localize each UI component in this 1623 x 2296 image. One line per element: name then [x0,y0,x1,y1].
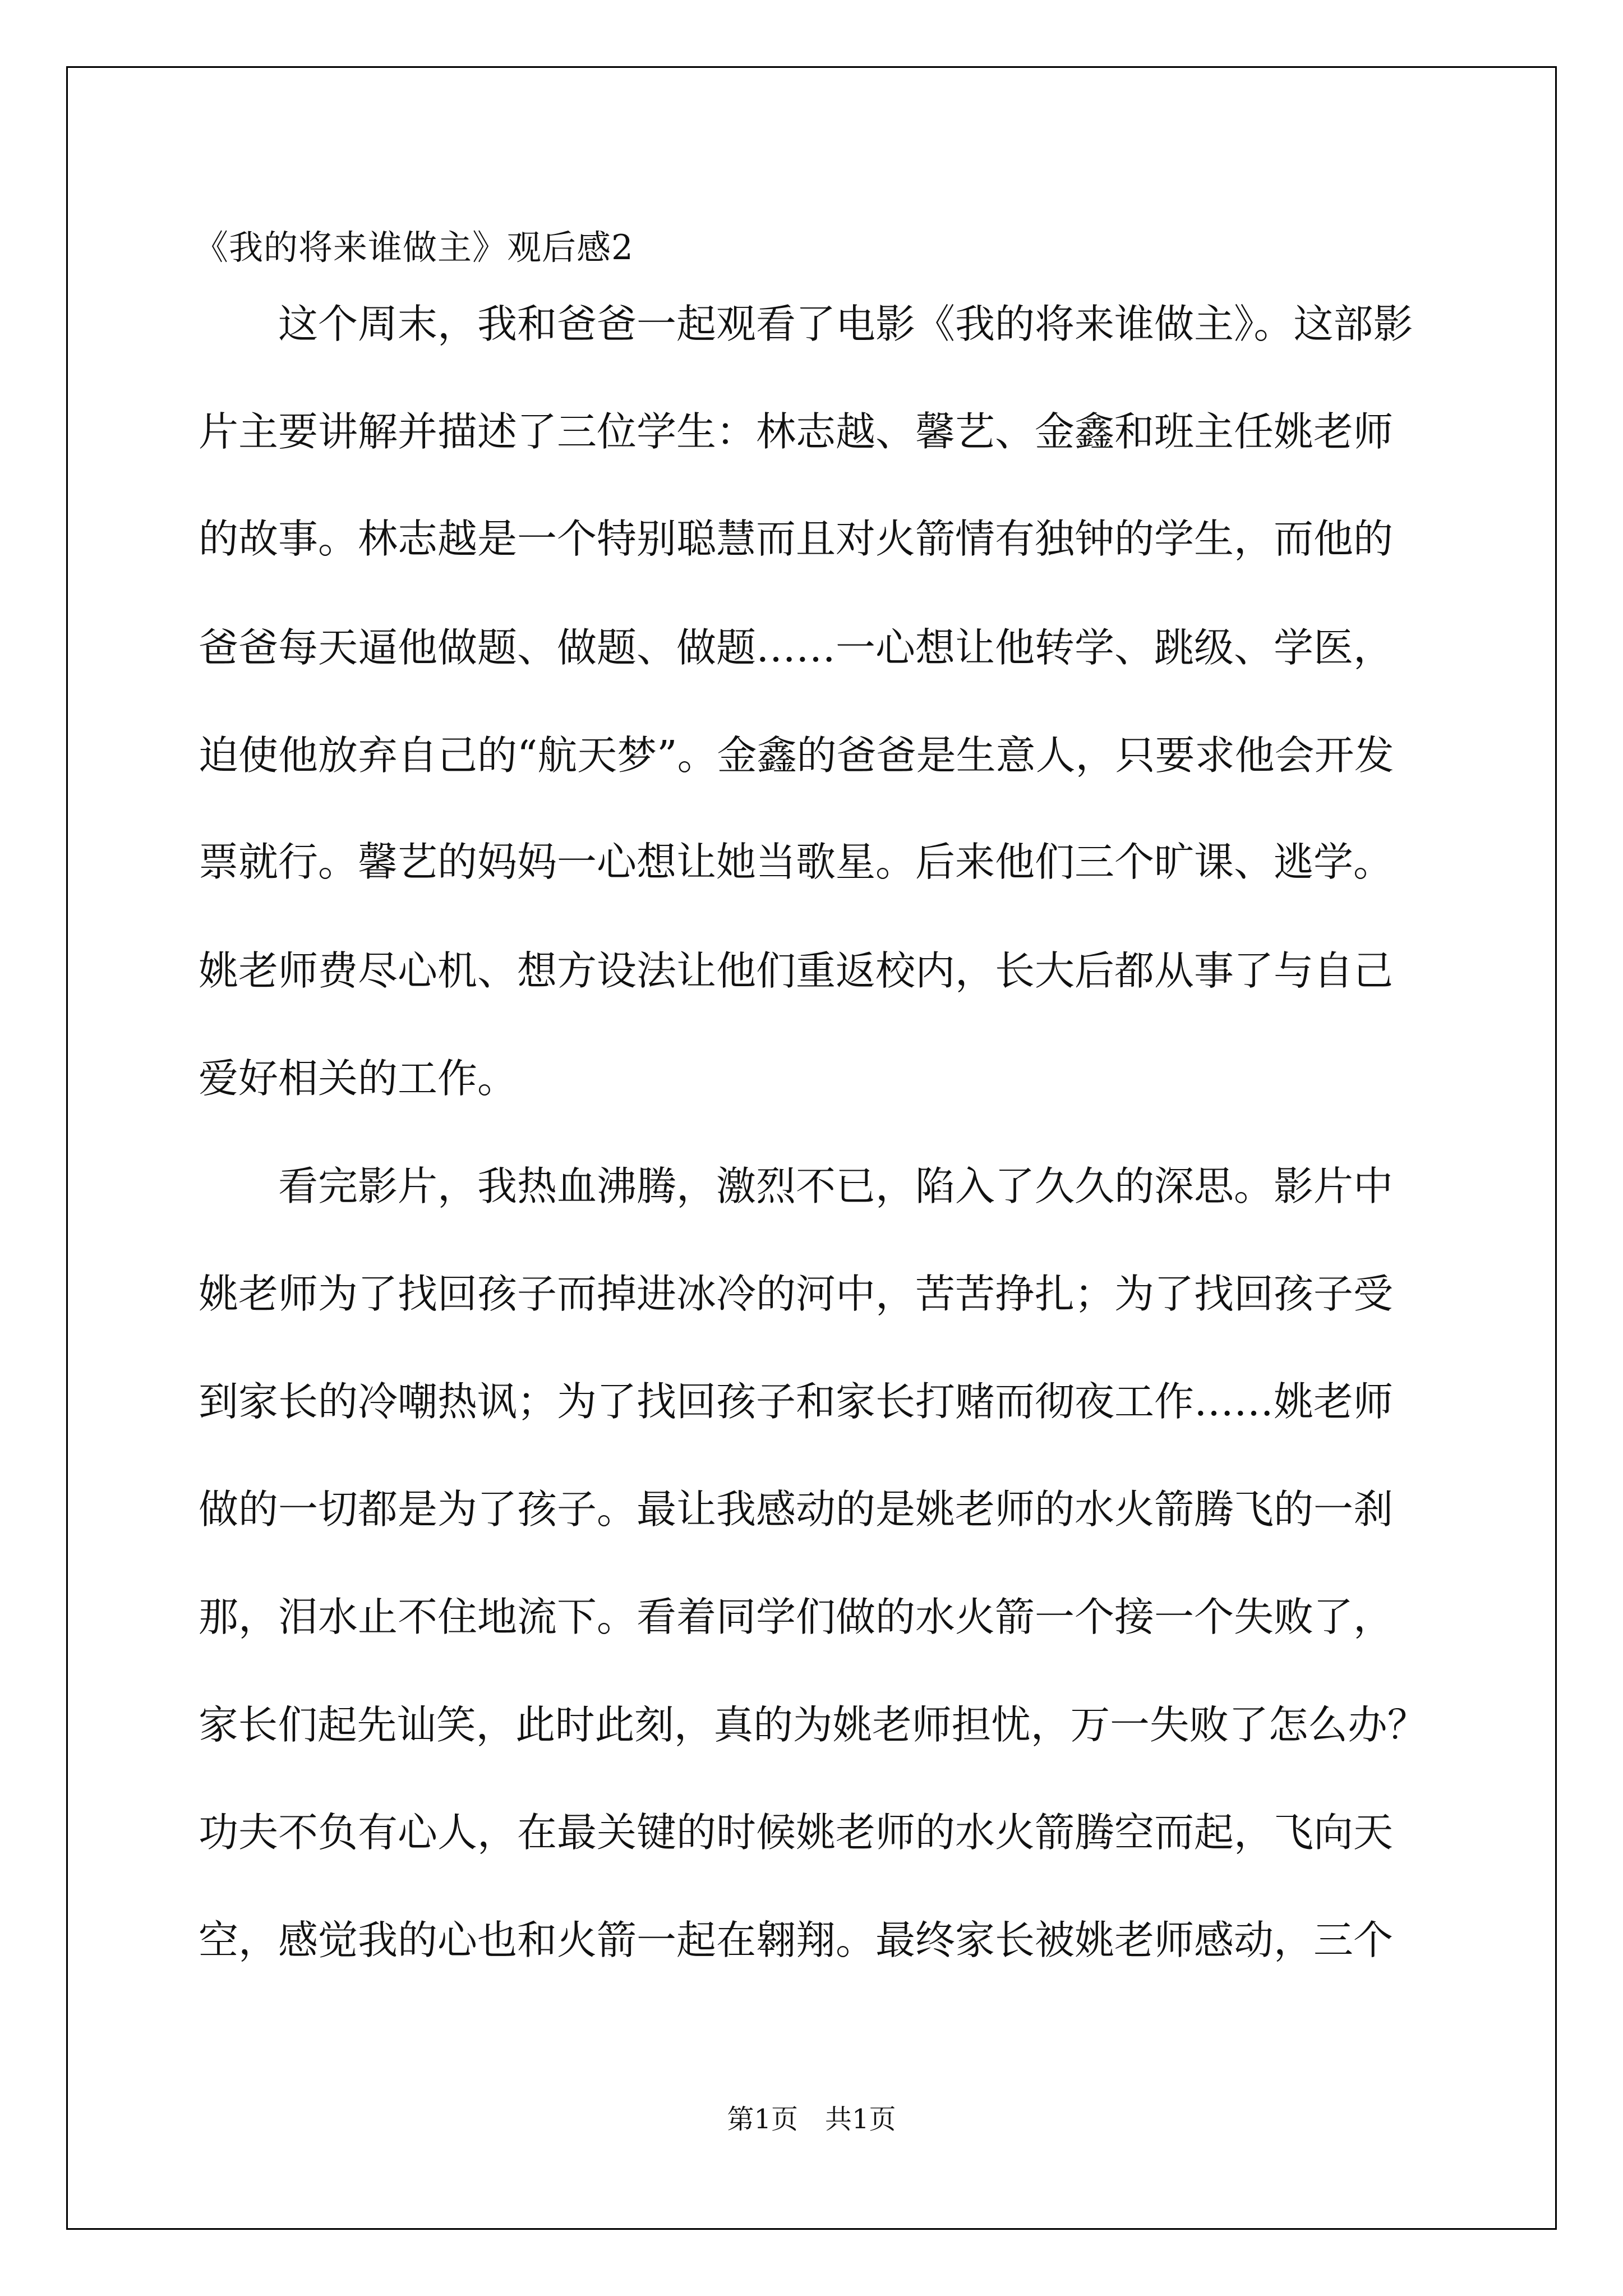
page-number: 第1页 共1页 [727,2104,896,2135]
paragraph-2-line-7: 功夫不负有心人，在最关键的时候姚老师的水火箭腾空而起，飞向天 [199,1809,1394,1856]
paragraph-1-line-3: 的故事。林志越是一个特别聪慧而且对火箭情有独钟的学生，而他的 [199,516,1394,562]
paragraph-2-line-8: 空，感觉我的心也和火箭一起在翱翔。最终家长被姚老师感动，三个 [199,1917,1394,1963]
page-border [66,66,1557,2230]
paragraph-1-line-5: 迫使他放弃自己的“航天梦”。金鑫的爸爸是生意人，只要求他会开发 [199,732,1394,779]
paragraph-2-line-1: 看完影片，我热血沸腾，激烈不已，陷入了久久的深思。影片中 [278,1163,1394,1209]
document-title: 《我的将来谁做主》观后感2 [194,228,634,268]
paragraph-1-line-7: 姚老师费尽心机、想方设法让他们重返校内，长大后都从事了与自己 [199,947,1394,994]
paragraph-1-line-6: 票就行。馨艺的妈妈一心想让她当歌星。后来他们三个旷课、逃学。 [199,839,1394,885]
paragraph-2-line-2: 姚老师为了找回孩子而掉进冰冷的河中，苦苦挣扎；为了找回孩子受 [199,1271,1394,1317]
paragraph-1-line-2: 片主要讲解并描述了三位学生：林志越、馨艺、金鑫和班主任姚老师 [199,408,1394,455]
paragraph-2-line-5: 那，泪水止不住地流下。看着同学们做的水火箭一个接一个失败了， [199,1594,1394,1640]
paragraph-1-line-1: 这个周末，我和爸爸一起观看了电影《我的将来谁做主》。这部影 [278,301,1413,347]
paragraph-2-line-4: 做的一切都是为了孩子。最让我感动的是姚老师的水火箭腾飞的一刹 [199,1486,1394,1533]
paragraph-1-line-8: 爱好相关的工作。 [199,1055,518,1102]
paragraph-2-line-6: 家长们起先讪笑，此时此刻，真的为姚老师担忧，万一失败了怎么办？ [199,1701,1427,1748]
paragraph-1-line-4: 爸爸每天逼他做题、做题、做题……一心想让他转学、跳级、学医， [199,624,1394,671]
paragraph-2-line-3: 到家长的冷嘲热讽；为了找回孩子和家长打赌而彻夜工作……姚老师 [199,1378,1394,1425]
